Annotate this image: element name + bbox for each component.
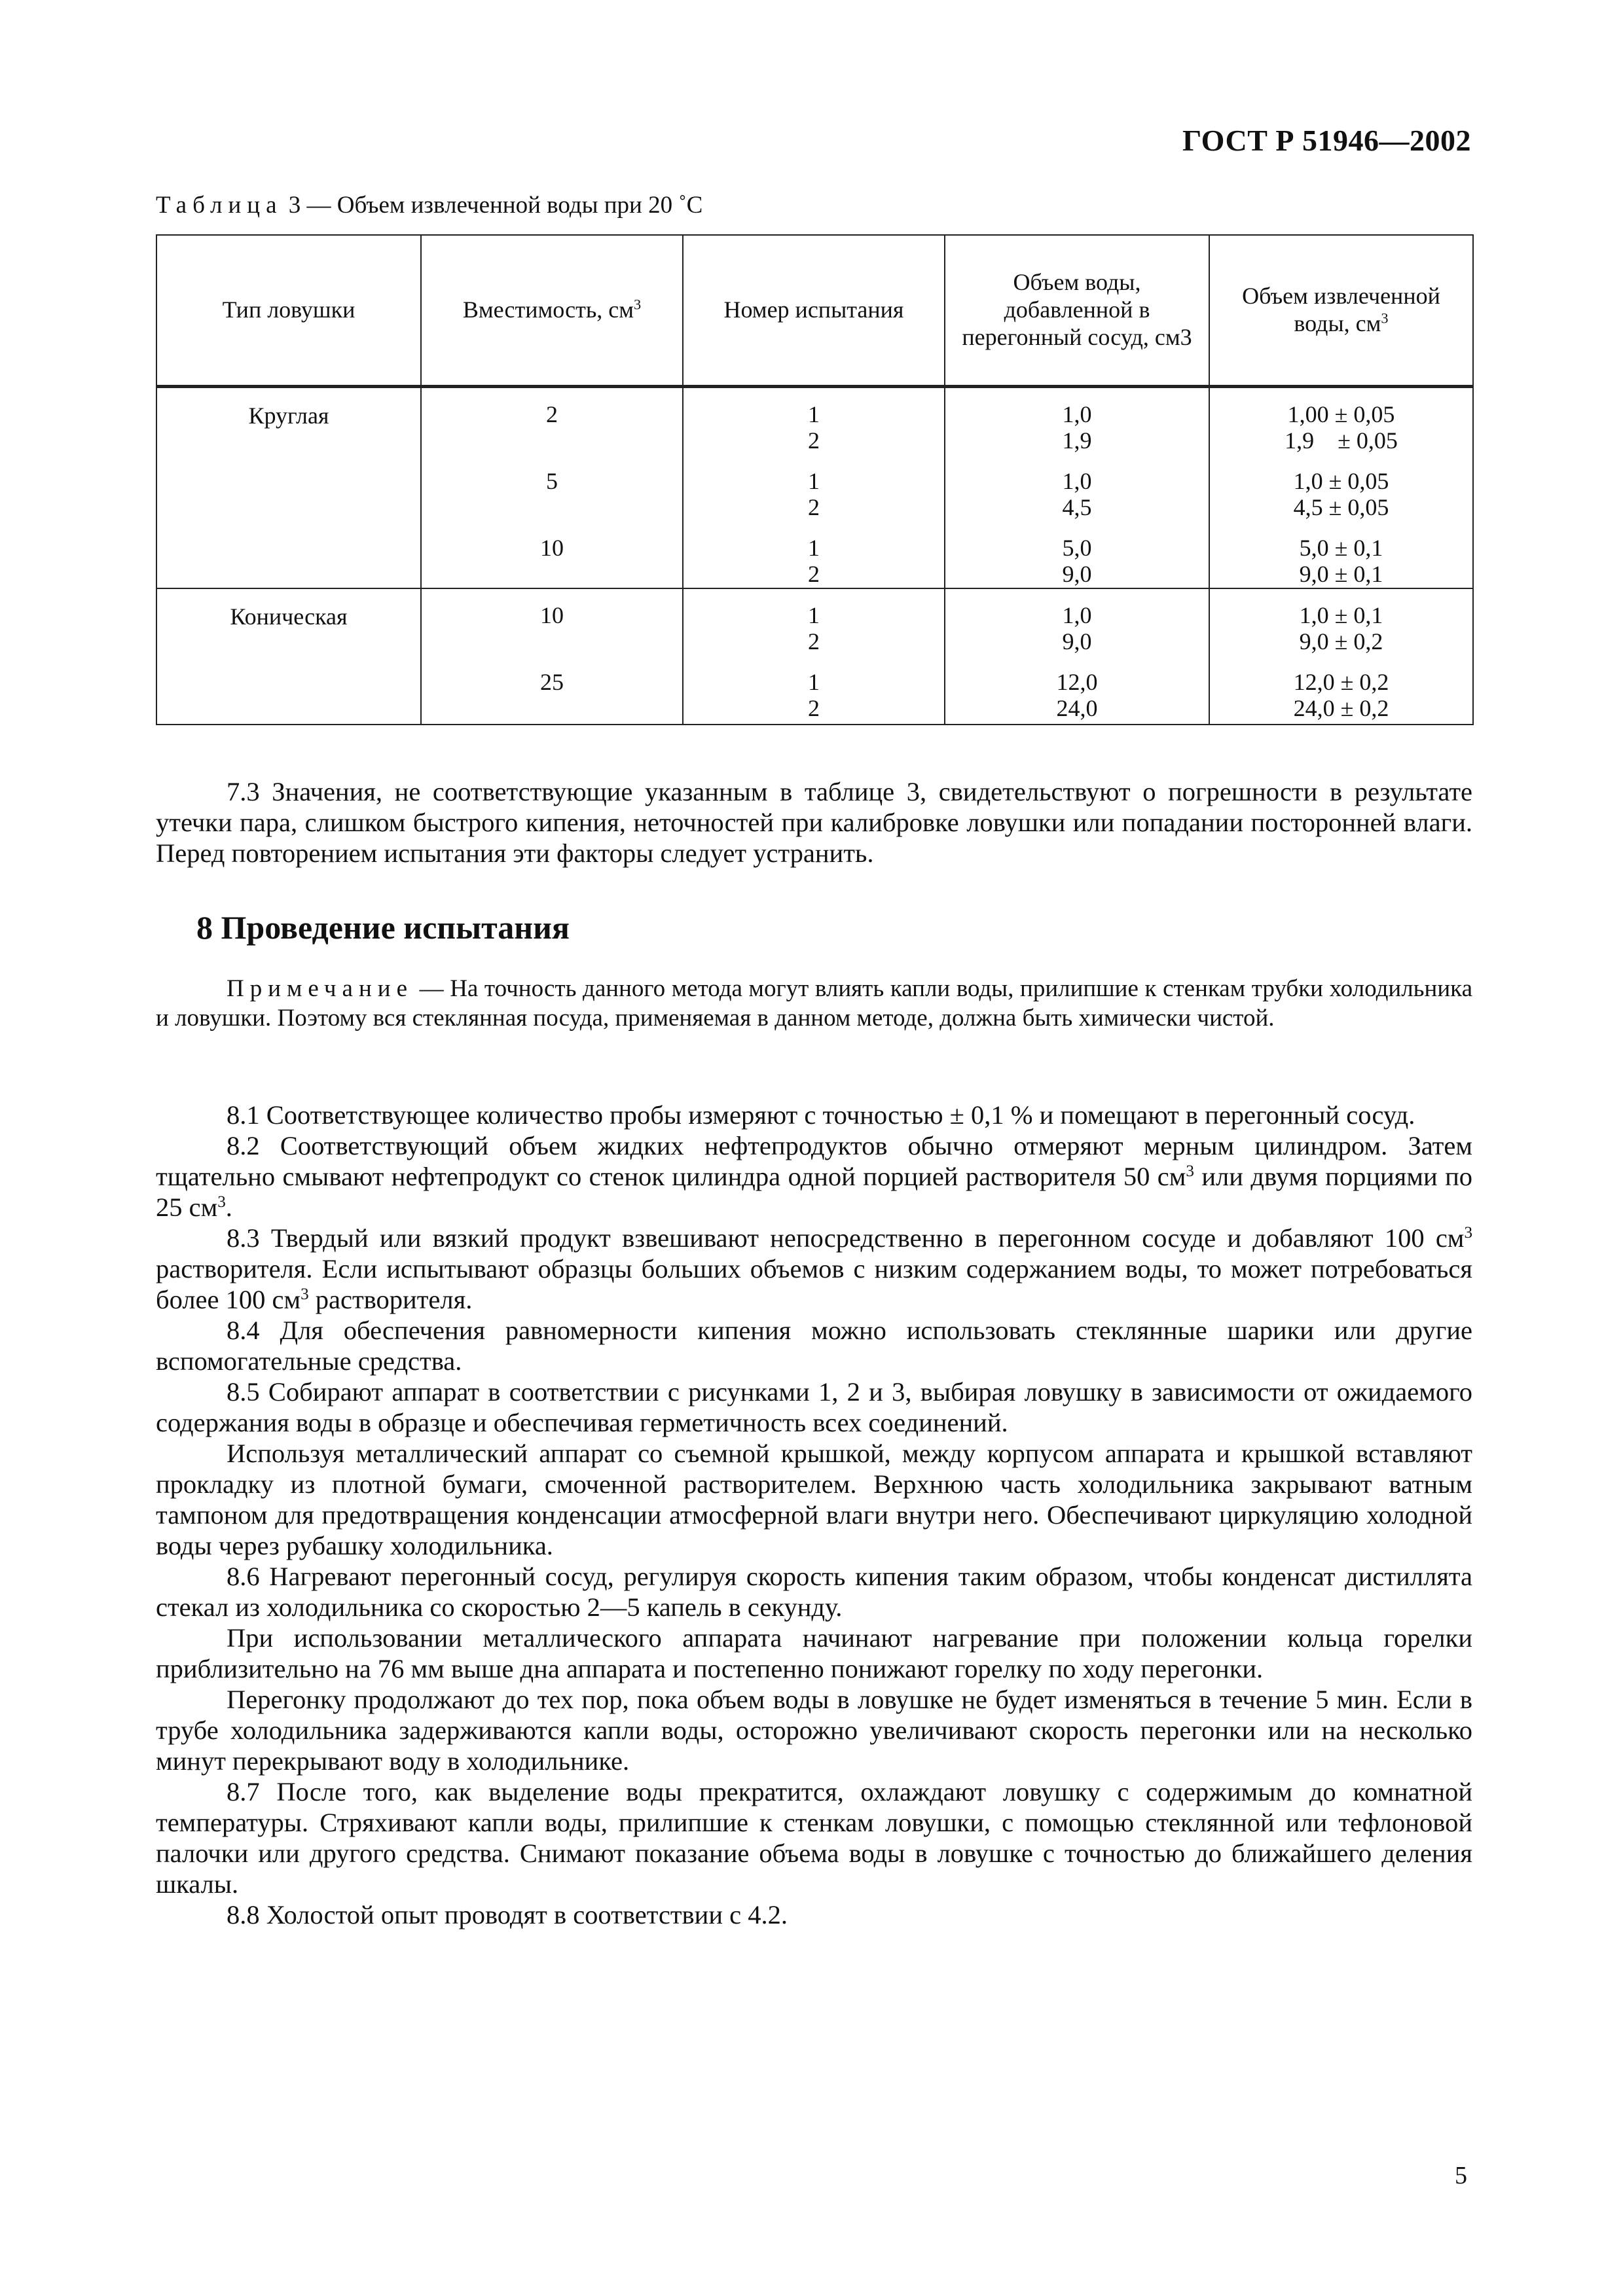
paragraph-8-5: 8.5 Собирают аппарат в соответствии с рисунками 1, 2 и 3, выбирая ловушку в зависимости от ожидаемого содержания воды в образце и обеспечивая герметичность всех соединений. xyxy=(156,1377,1472,1437)
document-code: ГОСТ Р 51946—2002 xyxy=(1182,124,1471,157)
test-number-cell: 1 2 1 2 xyxy=(683,588,945,725)
table-header-row xyxy=(156,235,1473,387)
extracted-volume-cell: 1,00 ± 0,05 1,9 ± 0,05 1,0 ± 0,05 4,5 ± 0,05 5,0 ± 0,1 9,0 ± 0,1 xyxy=(1209,387,1473,588)
test-number-cell: 1 2 1 2 1 2 xyxy=(683,387,945,588)
trap-type-conical: Коническая xyxy=(156,588,421,725)
table-caption-label: Таблица xyxy=(156,192,283,219)
header-added-volume: Объем воды, добавленной в перегонный сосуд, см3 xyxy=(945,235,1209,387)
table-caption xyxy=(156,191,702,219)
header-capacity: Вместимость, $см^3$ xyxy=(421,235,683,387)
paragraph-8-3: 8.3 Твердый или вязкий продукт взвешивают непосредственно в перегонном сосуде и добавляют 100 $см^3$ растворителя. Если испытывают образцы больших объемов с низким содержанием воды, то может потребоваться более 100 $см^3$ растворителя. xyxy=(156,1223,1472,1314)
table-row-round xyxy=(156,387,1473,588)
added-volume-cell: 1,0 9,0 12,0 24,0 xyxy=(945,588,1209,725)
section-heading: 8 Проведение испытания xyxy=(196,909,570,946)
section-note xyxy=(156,974,1472,1033)
extracted-volume-cell: 1,0 ± 0,1 9,0 ± 0,2 12,0 ± 0,2 24,0 ± 0,2 xyxy=(1209,588,1473,725)
header-test-number: Номер испытания xyxy=(683,235,945,387)
paragraph-8-6-continued: При использовании металлического аппарата начинают нагревание при положении кольца горелки приблизительно на 76 мм выше дна аппарата и постепенно понижают горелку по ходу перегонки. xyxy=(156,1623,1472,1683)
note-label: Примечание xyxy=(227,975,413,1002)
capacity-cell: 2 5 10 xyxy=(421,387,683,588)
paragraph-8-5-continued: Используя металлический аппарат со съемной крышкой, между корпусом аппарата и крышкой вставляют прокладку из плотной бумаги, смоченной растворителем. Верхнюю часть холодильника закрывают ватным тампоном для предотвращения конденсации атмосферной влаги внутри него. Обеспечивают циркуляцию холодной воды через рубашку холодильника. xyxy=(156,1439,1472,1560)
header-trap-type: Тип ловушки xyxy=(156,235,421,387)
page-number: 5 xyxy=(1455,2162,1467,2189)
trap-type-round: Круглая xyxy=(156,387,421,588)
note-text: — На точность данного метода могут влиять капли воды, прилипшие к стенкам трубки холодильника и ловушки. Поэтому вся стеклянная посуда, применяемая в данном методе, должна быть химически чистой. xyxy=(156,975,1472,1031)
added-volume-cell: 1,0 1,9 1,0 4,5 5,0 9,0 xyxy=(945,387,1209,588)
paragraph-8-8: 8.8 Холостой опыт проводят в соответствии с 4.2. xyxy=(227,1900,788,1929)
paragraph-8-2: 8.2 Соответствующий объем жидких нефтепродуктов обычно отмеряют мерным цилиндром. Затем тщательно смывают нефтепродукт со стенок цилиндра одной порцией растворителя 50 $см^3$ или двумя порциями по 25 $см^3$. xyxy=(156,1131,1472,1222)
paragraph-8-6: 8.6 Нагревают перегонный сосуд, регулируя скорость кипения таким образом, чтобы конденсат дистиллята стекал из холодильника со скоростью 2—5 капель в секунду. xyxy=(156,1562,1472,1622)
table-caption-text: 3 — Объем извлеченной воды при 20 ˚С xyxy=(282,192,703,219)
table-row-conical xyxy=(156,588,1473,725)
paragraph-8-6-distillation: Перегонку продолжают до тех пор, пока объем воды в ловушке не будет изменяться в течение 5 мин. Если в трубе холодильника задерживаются капли воды, осторожно увеличивают скорость перегонки или на несколько минут перекрывают воду в холодильнике. xyxy=(156,1685,1472,1776)
header-extracted-volume: Объем извлеченной воды, $см^3$ xyxy=(1209,235,1473,387)
paragraph-8-1: 8.1 Соответствующее количество пробы измеряют с точностью ± 0,1 % и помещают в перегонный сосуд. xyxy=(227,1100,1415,1130)
water-volume-table xyxy=(156,234,1474,725)
paragraph-7-3: 7.3 Значения, не соответствующие указанным в таблице 3, свидетельствуют о погрешности в результате утечки пара, слишком быстрого кипения, неточностей при калибровке ловушки или попадании посторонней влаги. Перед повторением испытания эти факторы следует устранить. xyxy=(156,777,1472,868)
paragraph-8-4: 8.4 Для обеспечения равномерности кипения можно использовать стеклянные шарики или другие вспомогательные средства. xyxy=(156,1316,1472,1376)
section-8-paragraphs xyxy=(156,1100,1472,1930)
paragraph-8-7: 8.7 После того, как выделение воды прекратится, охлаждают ловушку с содержимым до комнатной температуры. Стряхивают капли воды, прилипшие к стенкам ловушки, с помощью стеклянной или тефлоновой палочки или другого средства. Снимают показание объема воды в ловушке с точностью до ближайшего деления шкалы. xyxy=(156,1777,1472,1899)
capacity-cell: 10 25 xyxy=(421,588,683,725)
